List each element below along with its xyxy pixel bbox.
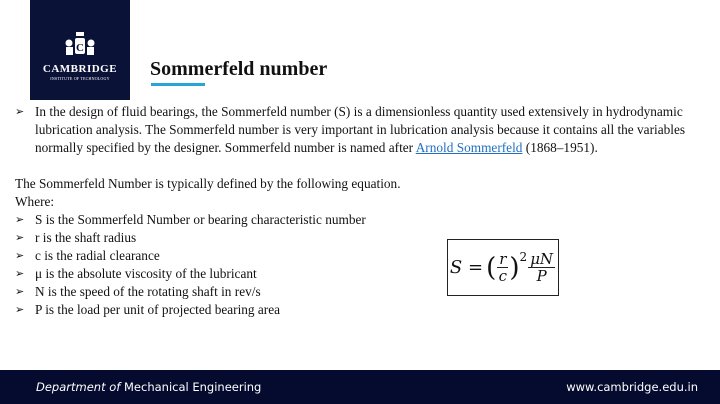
variable-text: c is the radial clearance (35, 248, 160, 263)
variable-item (15, 211, 715, 229)
cambridge-logo (30, 0, 130, 100)
intro-text-end: (1868–1951). (522, 140, 598, 155)
arrow-bullet-icon: ➢ (15, 250, 25, 262)
variable-item (15, 247, 715, 265)
variable-text: μ is the absolute viscosity of the lubricant (35, 266, 257, 281)
website-url: www.cambridge.edu.in (566, 380, 698, 394)
slide-title: Sommerfeld number (150, 58, 328, 80)
variable-item (15, 229, 715, 247)
logo-subtitle: INSTITUTE OF TECHNOLOGY (50, 76, 110, 81)
arrow-bullet-icon: ➢ (15, 286, 25, 298)
footer-bar (0, 370, 720, 404)
variable-text: S is the Sommerfeld Number or bearing characteristic number (35, 212, 366, 227)
variable-item (15, 265, 715, 283)
sommerfeld-equation: S = ( $\frac{r}{c}$ ) $^2$ $\frac{\mu N}{P}$ (447, 239, 559, 296)
title-underline (151, 83, 205, 86)
eq-c: c (498, 267, 507, 285)
arrow-bullet-icon: ➢ (15, 304, 25, 316)
variable-text: r is the shaft radius (35, 230, 137, 245)
dept-name: Mechanical Engineering (120, 380, 262, 394)
department-label (36, 380, 261, 394)
logo-name: CAMBRIDGE (42, 63, 118, 75)
eq-numerator: μN (530, 250, 554, 268)
where-label: Where: (15, 194, 55, 209)
arrow-bullet-icon: ➢ (15, 268, 25, 280)
arnold-sommerfeld-link[interactable]: Arnold Sommerfeld (415, 140, 523, 155)
variable-item (15, 283, 715, 301)
eq-lhs: S = (449, 257, 484, 278)
eq-r: r (499, 250, 507, 268)
variable-text: P is the load per unit of projected bearing area (35, 302, 281, 317)
dept-italic: Department of (36, 380, 121, 394)
variable-item (15, 301, 715, 319)
arrow-bullet-icon: ➢ (15, 232, 25, 244)
eq-exponent: 2 (519, 250, 528, 264)
arrow-bullet-icon: ➢ (15, 106, 25, 118)
svg-text:C: C (76, 42, 84, 54)
definition-text: The Sommerfeld Number is typically defined by the following equation. (15, 176, 401, 191)
arrow-bullet-icon: ➢ (15, 214, 25, 226)
intro-bullet (15, 103, 715, 157)
crest-icon (65, 30, 95, 58)
eq-denominator: P (536, 267, 547, 285)
intro-text: In the design of fluid bearings, the Sommerfeld number (S) is a dimensionless quantity used extensively in hydrodynamic lubrication analysis. The Sommerfeld number is very important in lubrication analysis because it contains all the variables normally specified by the designer. Sommerfeld number is named after (35, 104, 686, 155)
variable-text: N is the speed of the rotating shaft in rev/s (35, 284, 261, 299)
slide-content (15, 103, 715, 319)
